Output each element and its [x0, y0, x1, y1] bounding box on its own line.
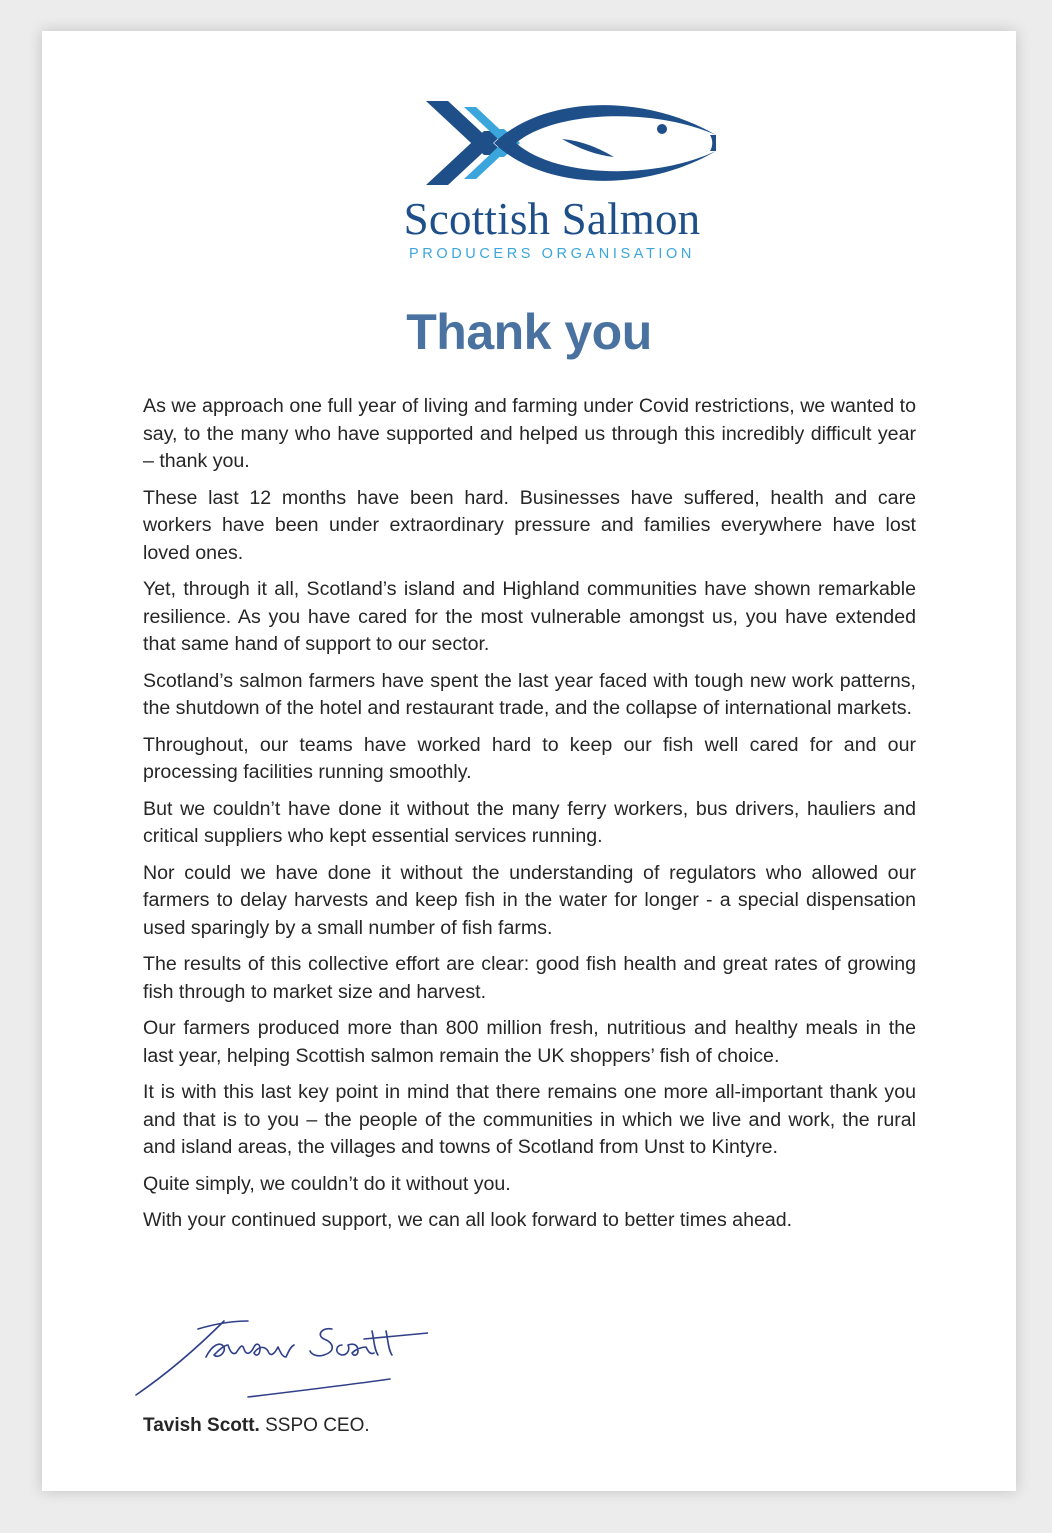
paragraph: These last 12 months have been hard. Businesses have suffered, health and care workers have been under extraordinary pressure and families everywhere have lost loved ones.: [143, 486, 916, 564]
page-title: Thank you: [406, 304, 652, 360]
paragraph: As we approach one full year of living and farming under Covid restrictions, we wanted to say, to the many who have supported and helped us through this incredibly difficult year – thank you.: [143, 395, 916, 472]
signoff: [143, 1415, 370, 1437]
handwritten-signature: [128, 1299, 428, 1411]
paragraph: But we couldn’t have done it without the many ferry workers, bus drivers, hauliers and critical suppliers who kept essential services running.: [143, 797, 916, 847]
paragraph: Quite simply, we couldn’t do it without you.: [143, 1172, 511, 1195]
logo-name: Scottish Salmon: [403, 194, 701, 244]
paragraph: With your continued support, we can all look forward to better times ahead.: [143, 1209, 793, 1231]
signatory-role: SSPO CEO.: [265, 1415, 370, 1436]
paragraph: Yet, through it all, Scotland’s island and Highland communities have shown remarkable resilience. As you have cared for the most vulnerable amongst us, you have extended that same hand of support to our sector.: [143, 578, 916, 655]
paragraph: Our farmers produced more than 800 million fresh, nutritious and healthy meals in the last year, helping Scottish salmon remain the UK shoppers’ fish of choice.: [143, 1017, 916, 1067]
paragraph: Nor could we have done it without the understanding of regulators who allowed our farmers to delay harvests and keep fish in the water for longer - a special dispensation used sparingly by a small number of fish farms.: [143, 861, 916, 939]
letter-page: [42, 31, 1016, 1491]
paragraph: It is with this last key point in mind that there remains one more all-important thank you and that is to you – the people of the communities in which we live and work, the rural and island areas, the villages and towns of Scotland from Unst to Kintyre.: [143, 1081, 916, 1158]
salmon-fish-icon: [424, 99, 718, 187]
letter-body: [143, 393, 916, 1244]
signatory-name: Tavish Scott.: [143, 1415, 260, 1436]
sspo-logo: [382, 97, 701, 297]
paragraph: The results of this collective effort are clear: good fish health and great rates of growing fish through to market size and harvest.: [143, 953, 916, 1003]
logo-subtitle: PRODUCERS ORGANISATION: [409, 246, 695, 262]
paragraph: Scotland’s salmon farmers have spent the last year faced with tough new work patterns, the shutdown of the hotel and restaurant trade, and the collapse of international markets.: [143, 669, 916, 719]
paragraph: Throughout, our teams have worked hard to keep our fish well cared for and our processing facilities running smoothly.: [143, 733, 916, 783]
